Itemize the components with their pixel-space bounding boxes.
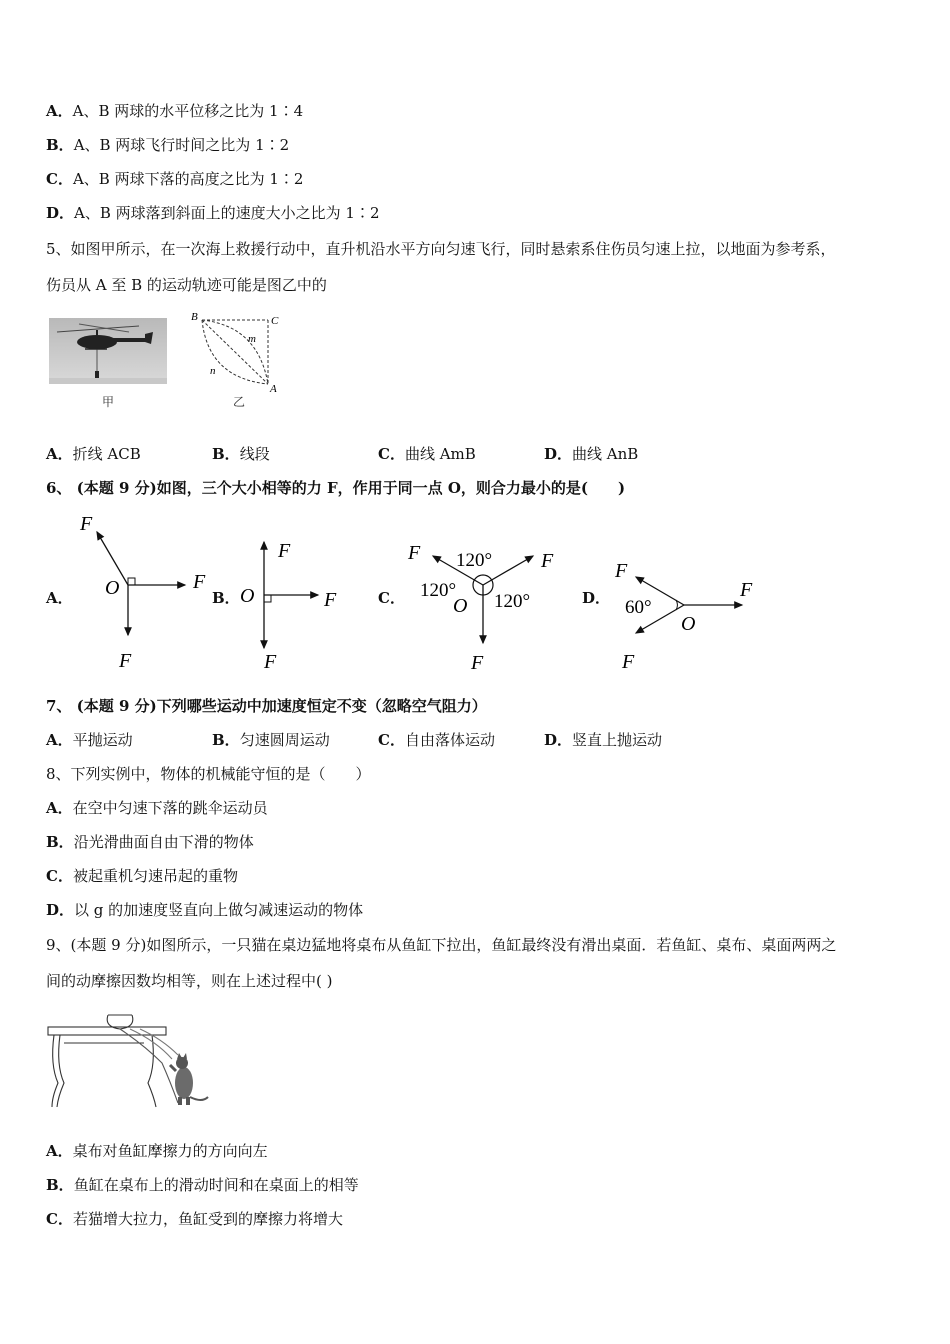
option-label: B．	[212, 731, 240, 749]
curve-n-label: n	[210, 365, 216, 377]
force-label: F	[740, 579, 753, 601]
option-text: 鱼缸在桌布上的滑动时间和在桌面上的相等	[73, 1176, 359, 1194]
point-a-label: A	[270, 383, 277, 395]
option-text: 沿光滑曲面自由下滑的物体	[73, 833, 254, 851]
option-label: D．	[544, 445, 573, 463]
q8-option-d	[46, 900, 363, 920]
point-o-label: O	[240, 585, 255, 607]
q7-option-c	[378, 730, 495, 750]
q9-option-b	[46, 1175, 359, 1195]
option-text: A、B 两球落到斜面上的速度大小之比为 1∶2	[74, 204, 380, 222]
option-text: 匀速圆周运动	[239, 731, 330, 749]
option-label: B．	[46, 1176, 74, 1194]
angle-label: 60°	[625, 597, 652, 618]
force-label: F	[324, 589, 337, 611]
q4-option-d	[46, 203, 380, 223]
q8-stem: 8、下列实例中，物体的机械能守恒的是（ ）	[46, 765, 371, 783]
option-label: D．	[544, 731, 573, 749]
q7-stem: 7、 (本题 9 分)下列哪些运动中加速度恒定不变（忽略空气阻力）	[46, 697, 487, 715]
force-label: F	[541, 550, 554, 572]
curve-m-label: m	[248, 333, 256, 345]
option-text: 竖直上抛运动	[572, 731, 663, 749]
option-text: 平抛运动	[72, 731, 133, 749]
q8-option-a	[46, 798, 268, 818]
cat-tablecloth-illustration	[44, 1005, 214, 1115]
q5-option-a	[46, 444, 141, 464]
point-c-label: C	[271, 315, 279, 327]
option-label: B．	[46, 136, 74, 154]
point-o-label: O	[453, 595, 468, 617]
q6-option-label-c: C．	[378, 589, 405, 607]
force-label: F	[80, 513, 93, 535]
option-text: A、B 两球的水平位移之比为 1∶4	[72, 102, 304, 120]
force-diagram-c	[400, 535, 570, 680]
angle-label: 120°	[420, 580, 457, 601]
option-text: A、B 两球飞行时间之比为 1∶2	[73, 136, 290, 154]
point-o-label: O	[681, 613, 696, 635]
helicopter-photo	[49, 318, 167, 384]
force-label: F	[408, 542, 421, 564]
option-label: A．	[46, 445, 73, 463]
q9-option-a	[46, 1141, 268, 1161]
force-label: F	[119, 650, 132, 672]
point-b-label: B	[191, 311, 198, 323]
q9-stem-line1: 9、(本题 9 分)如图所示，一只猫在桌边猛地将桌布从鱼缸下拉出，鱼缸最终没有滑出桌面．若鱼缸、桌布、桌面两两之	[46, 936, 837, 954]
figure-caption-yi: 乙	[233, 395, 246, 409]
force-label: F	[278, 540, 291, 562]
option-text: 折线 ACB	[72, 445, 141, 463]
option-label: A．	[46, 102, 73, 120]
q4-option-a	[46, 101, 303, 121]
force-diagram-a	[75, 510, 215, 675]
q7-option-d	[544, 730, 662, 750]
force-label: F	[622, 651, 635, 673]
option-label: D．	[46, 901, 75, 919]
q7-option-a	[46, 730, 133, 750]
force-diagram-b	[236, 530, 356, 680]
option-label: C．	[46, 1210, 73, 1228]
option-text: 若猫增大拉力，鱼缸受到的摩擦力将增大	[72, 1210, 343, 1228]
option-text: 桌布对鱼缸摩擦力的方向向左	[72, 1142, 268, 1160]
q8-option-b	[46, 832, 254, 852]
option-label: B．	[212, 445, 240, 463]
option-text: 自由落体运动	[404, 731, 495, 749]
q8-option-c	[46, 866, 238, 886]
q4-option-c	[46, 169, 303, 189]
q6-option-label-d: D．	[582, 589, 611, 607]
q6-option-label-a: A．	[46, 589, 73, 607]
q5-option-b	[212, 444, 270, 464]
force-label: F	[193, 571, 206, 593]
option-text: 被起重机匀速吊起的重物	[72, 867, 238, 885]
option-label: C．	[46, 867, 73, 885]
option-text: 曲线 AmB	[404, 445, 476, 463]
q4-option-b	[46, 135, 289, 155]
force-label: F	[471, 652, 484, 674]
figure-caption-jia: 甲	[102, 395, 115, 409]
option-text: 在空中匀速下落的跳伞运动员	[72, 799, 268, 817]
force-diagram-d	[610, 550, 770, 675]
point-o-label: O	[105, 577, 120, 599]
option-text: 曲线 AnB	[572, 445, 639, 463]
q5-stem-line1: 5、如图甲所示，在一次海上救援行动中，直升机沿水平方向匀速飞行，同时悬索系住伤员匀速上拉，以地面为参考系，	[46, 240, 836, 258]
option-label: A．	[46, 799, 73, 817]
q9-stem-line2: 间的动摩擦因数均相等，则在上述过程中( )	[46, 972, 333, 990]
q5-option-d	[544, 444, 638, 464]
q5-option-c	[378, 444, 476, 464]
option-text: 以 g 的加速度竖直向上做匀减速运动的物体	[74, 901, 364, 919]
q6-stem: 6、 (本题 9 分)如图，三个大小相等的力 F，作用于同一点 O，则合力最小的是( )	[46, 479, 626, 497]
option-label: B．	[46, 833, 74, 851]
trajectory-diagram	[188, 308, 288, 398]
force-label: F	[264, 651, 277, 673]
option-label: C．	[378, 731, 405, 749]
option-label: A．	[46, 1142, 73, 1160]
angle-label: 120°	[494, 591, 531, 612]
q9-option-c	[46, 1209, 343, 1229]
option-text: A、B 两球下落的高度之比为 1∶2	[72, 170, 304, 188]
q7-option-b	[212, 730, 330, 750]
q5-stem-line2: 伤员从 A 至 B 的运动轨迹可能是图乙中的	[46, 276, 327, 294]
angle-label: 120°	[456, 550, 493, 571]
option-label: C．	[378, 445, 405, 463]
option-label: D．	[46, 204, 75, 222]
q6-option-label-b: B．	[212, 589, 240, 607]
option-label: C．	[46, 170, 73, 188]
helicopter-icon	[49, 318, 167, 384]
option-label: A．	[46, 731, 73, 749]
force-label: F	[615, 560, 628, 582]
option-text: 线段	[239, 445, 270, 463]
